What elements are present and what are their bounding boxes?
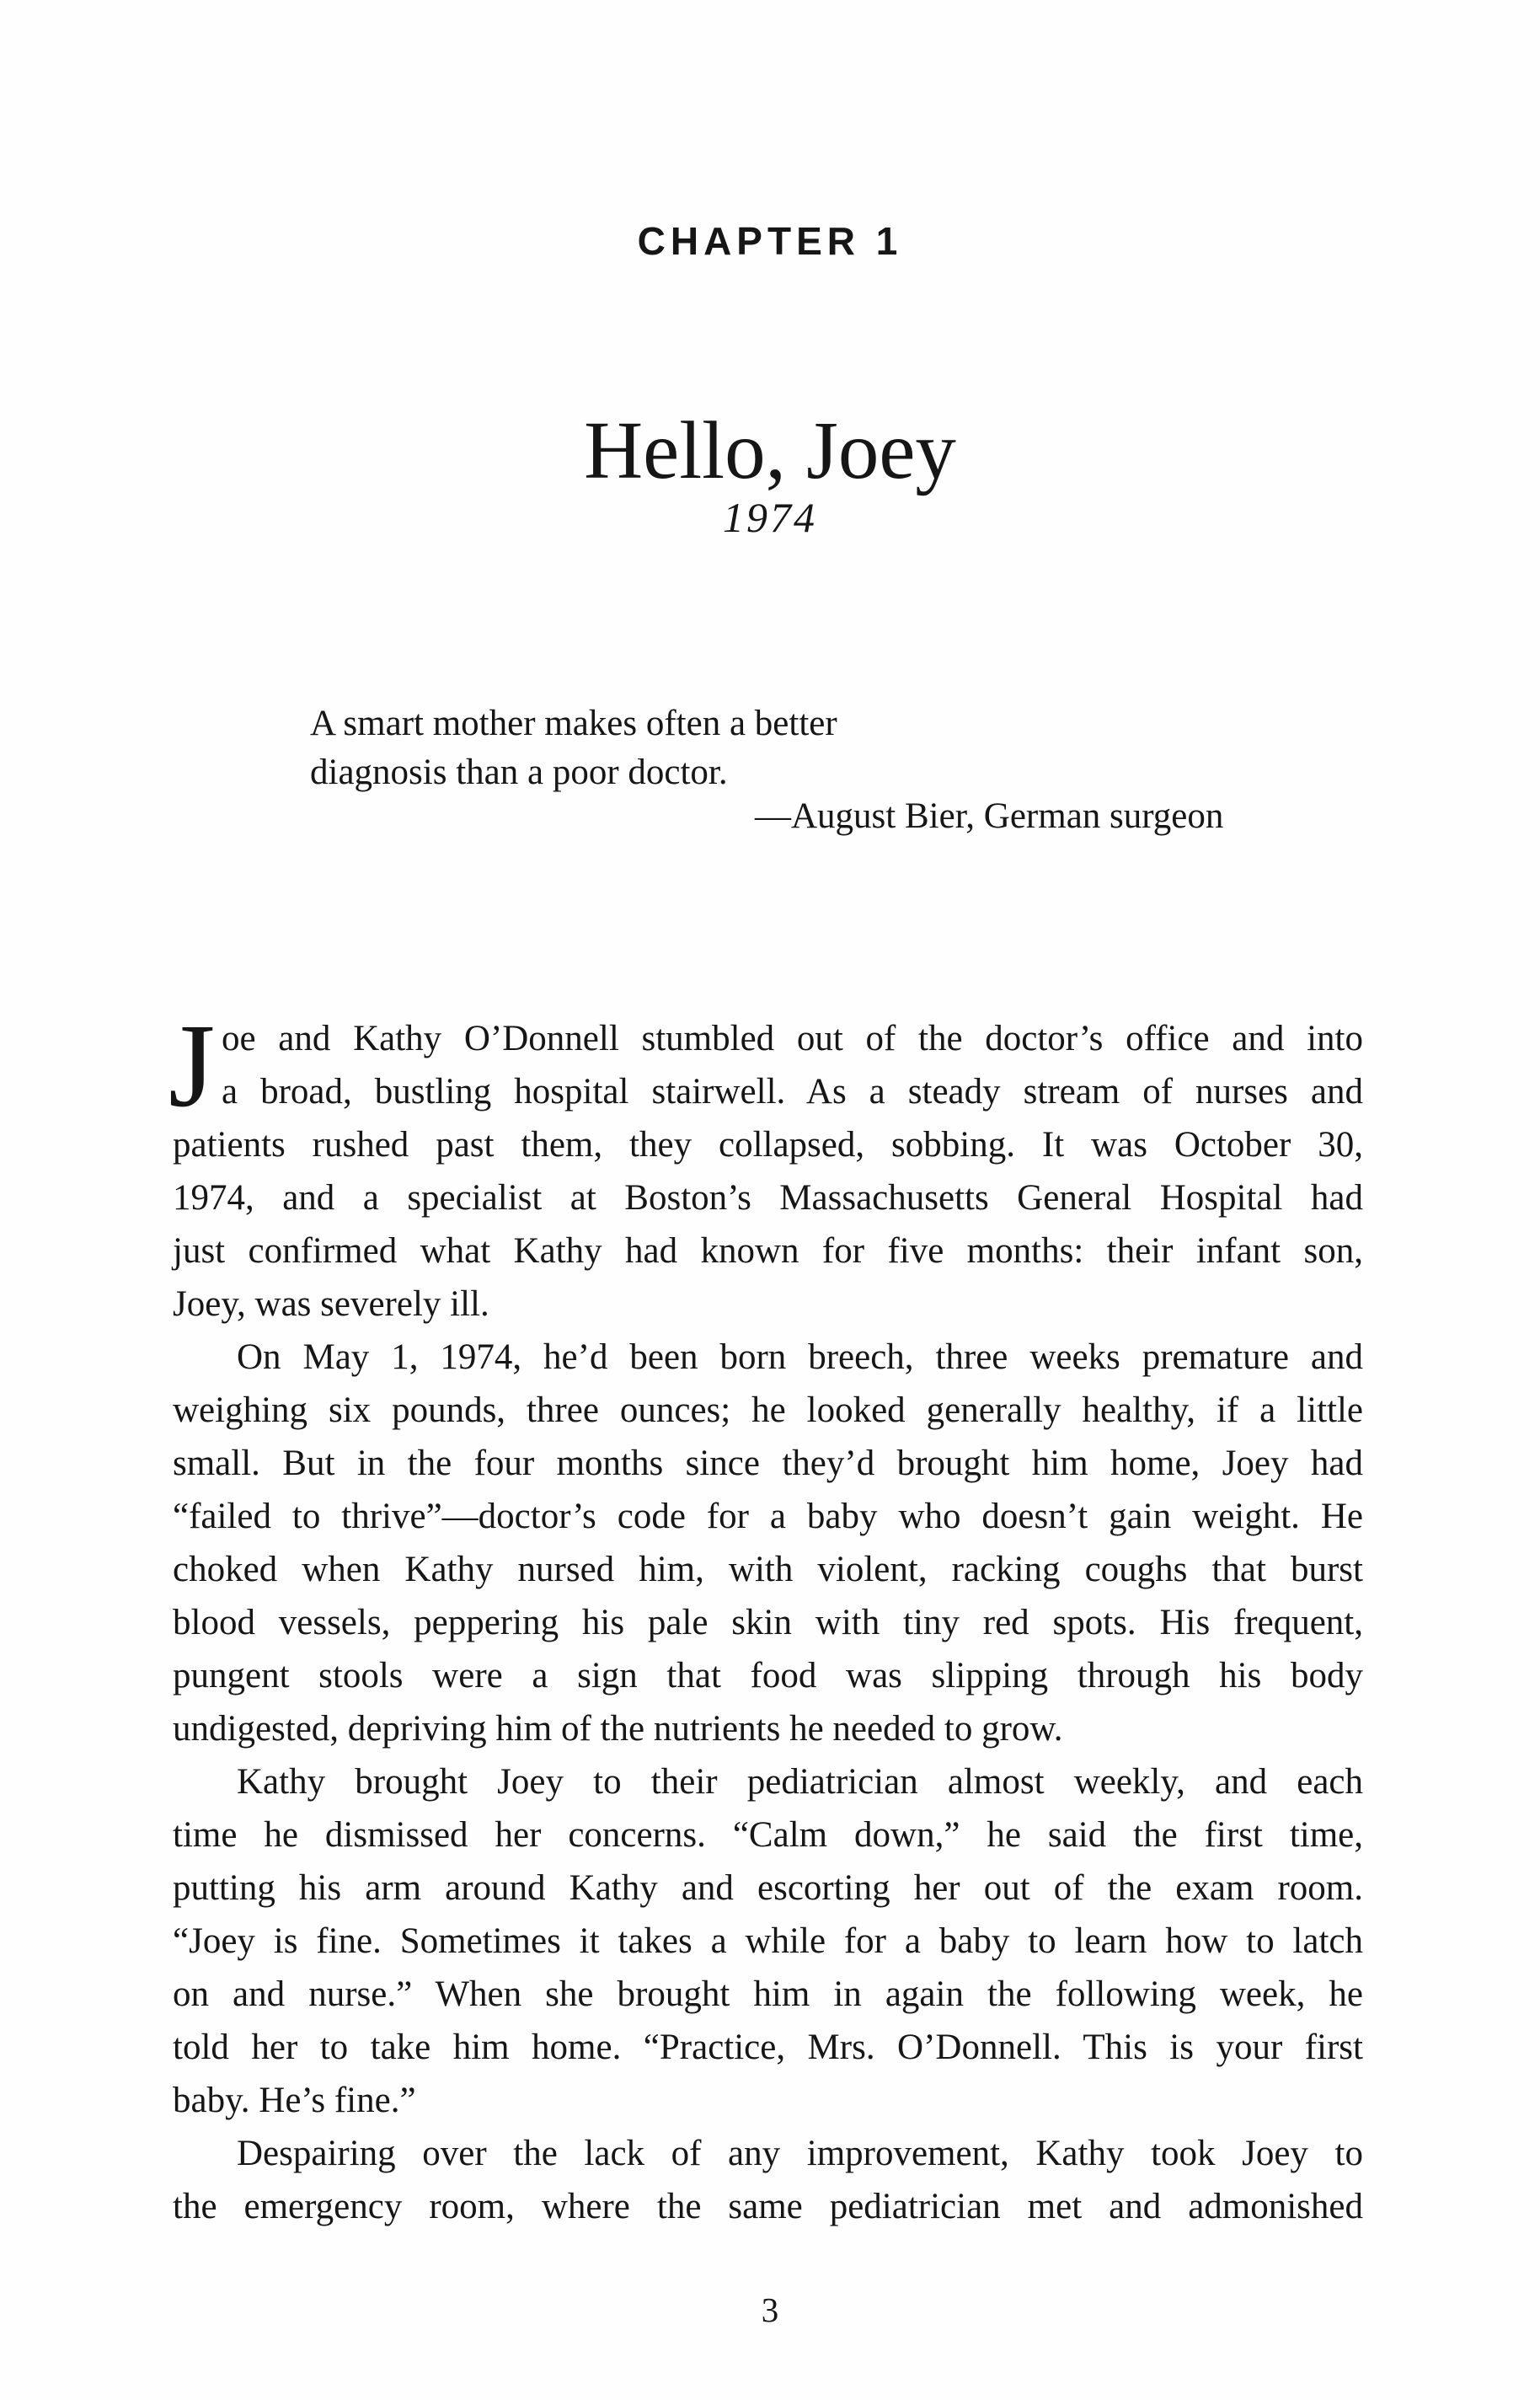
body-line: On May 1, 1974, he’d been born breech, three weeks premature and	[237, 1337, 1363, 1377]
body-line: patients rushed past them, they collapsed, sobbing. It was October 30,	[173, 1125, 1363, 1165]
epigraph-attribution: —August Bier, German surgeon	[755, 796, 1224, 836]
body-line: “Joey is fine. Sometimes it takes a while for a baby to learn how to latch	[173, 1921, 1363, 1961]
epigraph-line: diagnosis than a poor doctor.	[310, 753, 728, 792]
body-line: the emergency room, where the same pediatrician met and admonished	[173, 2187, 1363, 2226]
body-line: weighing six pounds, three ounces; he looked generally healthy, if a little	[173, 1390, 1363, 1430]
drop-cap: J	[168, 999, 216, 1132]
body-line: Joey, was severely ill.	[173, 1284, 489, 1324]
body-line: “failed to thrive”—doctor’s code for a baby who doesn’t gain weight. He	[173, 1497, 1363, 1536]
body-text	[173, 1012, 1363, 2233]
paragraph	[173, 1331, 1363, 1755]
chapter-year: 1974	[723, 494, 817, 541]
body-line: oe and Kathy O’Donnell stumbled out of the doctor’s office and into	[222, 1019, 1363, 1058]
body-line: choked when Kathy nursed him, with violent, racking coughs that burst	[173, 1550, 1363, 1589]
body-line: time he dismissed her concerns. “Calm down,” he said the first time,	[173, 1815, 1363, 1855]
body-line: just confirmed what Kathy had known for five months: their infant son,	[173, 1231, 1363, 1271]
drop-cap-indented-lines	[222, 1012, 1363, 1118]
body-line: Kathy brought Joey to their pediatrician almost weekly, and each	[237, 1762, 1363, 1802]
body-line: putting his arm around Kathy and escorting her out of the exam room.	[173, 1868, 1363, 1908]
epigraph	[310, 699, 837, 797]
chapter-label: CHAPTER 1	[637, 219, 903, 263]
body-line: 1974, and a specialist at Boston’s Massachusetts General Hospital had	[173, 1178, 1363, 1218]
body-line: small. But in the four months since they’d brought him home, Joey had	[173, 1444, 1363, 1483]
body-line: a broad, bustling hospital stairwell. As a steady stream of nurses and	[222, 1072, 1363, 1112]
body-line: told her to take him home. “Practice, Mrs. O’Donnell. This is your first	[173, 2028, 1363, 2067]
body-line: baby. He’s fine.”	[173, 2081, 416, 2120]
body-line: blood vessels, peppering his pale skin with tiny red spots. His frequent,	[173, 1603, 1363, 1642]
epigraph-line: A smart mother makes often a better	[310, 704, 837, 743]
body-line: undigested, depriving him of the nutrients he needed to grow.	[173, 1709, 1063, 1749]
body-line: on and nurse.” When she brought him in again the following week, he	[173, 1974, 1363, 2014]
paragraph	[173, 1755, 1363, 2127]
page-number: 3	[761, 2290, 779, 2329]
body-line: Despairing over the lack of any improvement, Kathy took Joey to	[237, 2134, 1363, 2173]
paragraph	[173, 1012, 1363, 1331]
chapter-title: Hello, Joey	[584, 404, 956, 496]
body-line: pungent stools were a sign that food was slipping through his body	[173, 1656, 1363, 1696]
paragraph	[173, 2127, 1363, 2233]
